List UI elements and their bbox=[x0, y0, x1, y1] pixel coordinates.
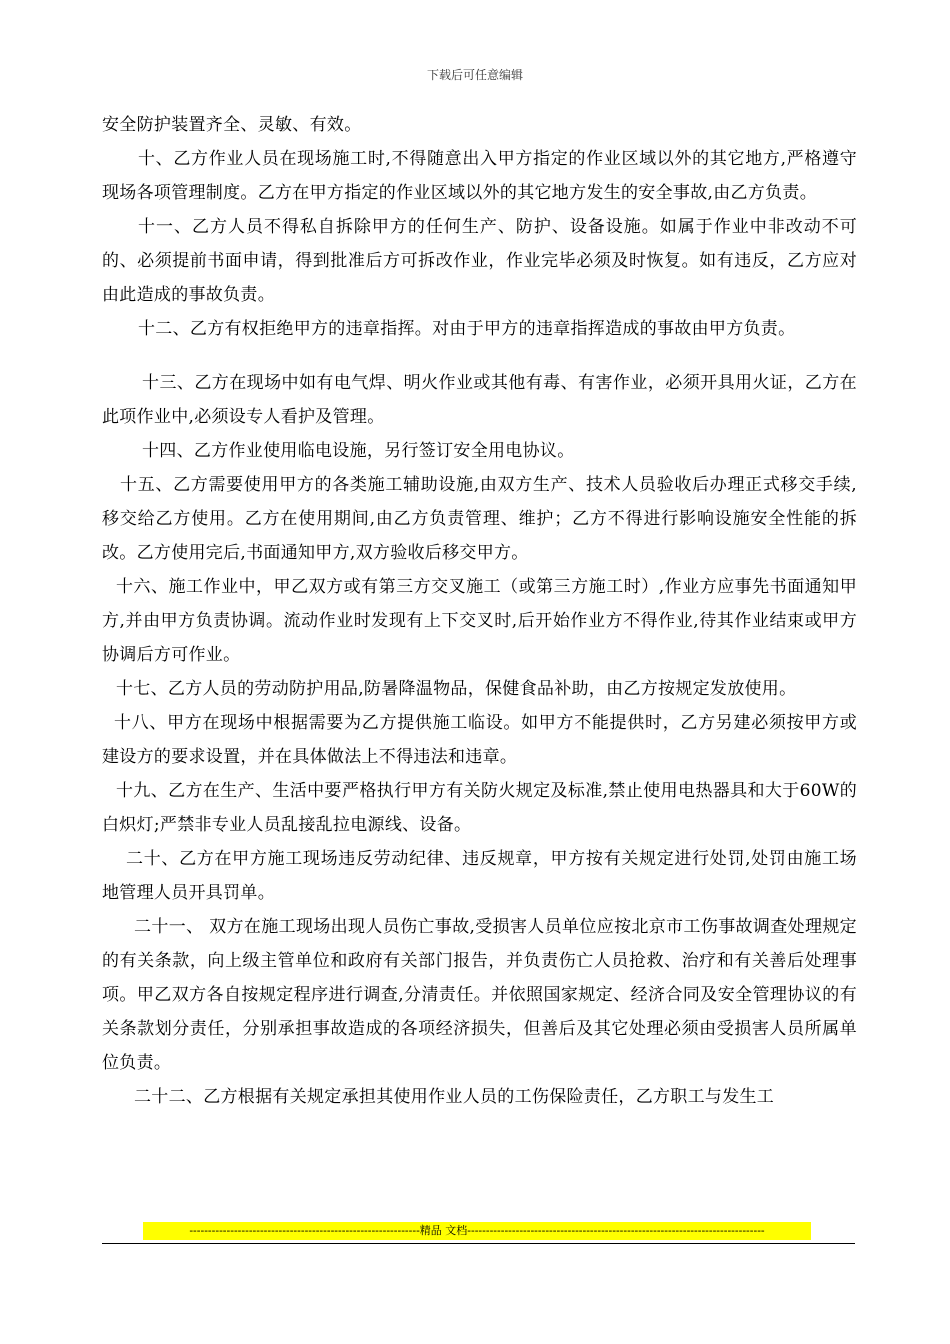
page-header: 下载后可任意编辑 bbox=[426, 68, 523, 82]
paragraph: 十、乙方作业人员在现场施工时,不得随意出入甲方指定的作业区域以外的其它地方,严格遵守现场各项管理制度。乙方在甲方指定的作业区域以外的其它地方发生的安全事故,由乙方负责。 bbox=[102, 149, 857, 203]
paragraph: 十三、乙方在现场中如有电气焊、明火作业或其他有毒、有害作业，必须开具用火证，乙方在此项作业中,必须设专人看护及管理。 bbox=[102, 373, 857, 427]
paragraph: 十六、施工作业中，甲乙双方或有第三方交叉施工（或第三方施工时）,作业方应事先书面通知甲方,并由甲方负责协调。流动作业时发现有上下交叉时,后开始作业方不得作业,待其作业结束或甲方协调后方可作业。 bbox=[102, 577, 857, 665]
paragraph-gap bbox=[102, 346, 857, 366]
paragraph: 十一、乙方人员不得私自拆除甲方的任何生产、防护、设备设施。如属于作业中非改动不可的、必须提前书面申请，得到批准后方可拆改作业，作业完毕必须及时恢复。如有违反，乙方应对由此造成的事故负责。 bbox=[102, 217, 857, 305]
footer-banner: --------------------------------------------------------------精品 文档-------------------------------------------------------------------------------- bbox=[143, 1222, 811, 1240]
paragraph: 十四、乙方作业使用临电设施，另行签订安全用电协议。 bbox=[142, 441, 575, 461]
paragraph: 十七、乙方人员的劳动防护用品,防暑降温物品，保健食品补助，由乙方按规定发放使用。 bbox=[116, 679, 797, 699]
paragraph: 安全防护装置齐全、灵敏、有效。 bbox=[102, 115, 362, 135]
paragraph: 二十、乙方在甲方施工现场违反劳动纪律、违反规章，甲方按有关规定进行处罚,处罚由施工场地管理人员开具罚单。 bbox=[102, 849, 857, 903]
paragraph: 二十二、乙方根据有关规定承担其使用作业人员的工伤保险责任，乙方职工与发生工 bbox=[134, 1087, 775, 1107]
paragraph: 十八、甲方在现场中根据需要为乙方提供施工临设。如甲方不能提供时，乙方另建必须按甲方或建设方的要求设置，并在具体做法上不得违法和违章。 bbox=[102, 713, 857, 767]
paragraph: 十五、乙方需要使用甲方的各类施工辅助设施,由双方生产、技术人员验收后办理正式移交手续,移交给乙方使用。乙方在使用期间,由乙方负责管理、维护；乙方不得进行影响设施安全性能的拆改。乙方使用完后,书面通知甲方,双方验收后移交甲方。 bbox=[102, 475, 857, 563]
document-body bbox=[102, 108, 857, 1114]
paragraph: 十二、乙方有权拒绝甲方的违章指挥。对由于甲方的违章指挥造成的事故由甲方负责。 bbox=[138, 319, 796, 339]
paragraph: 十九、乙方在生产、生活中要严格执行甲方有关防火规定及标准,禁止使用电热器具和大于60W的白炽灯;严禁非专业人员乱接乱拉电源线、设备。 bbox=[102, 781, 857, 835]
footer-rule bbox=[102, 1243, 855, 1244]
paragraph: 二十一、 双方在施工现场出现人员伤亡事故,受损害人员单位应按北京市工伤事故调查处理规定的有关条款，向上级主管单位和政府有关部门报告，并负责伤亡人员抢救、治疗和有关善后处理事项。甲乙双方各自按规定程序进行调查,分清责任。并依照国家规定、经济合同及安全管理协议的有关条款划分责任，分别承担事故造成的各项经济损失，但善后及其它处理必须由受损害人员所属单位负责。 bbox=[102, 917, 857, 1073]
